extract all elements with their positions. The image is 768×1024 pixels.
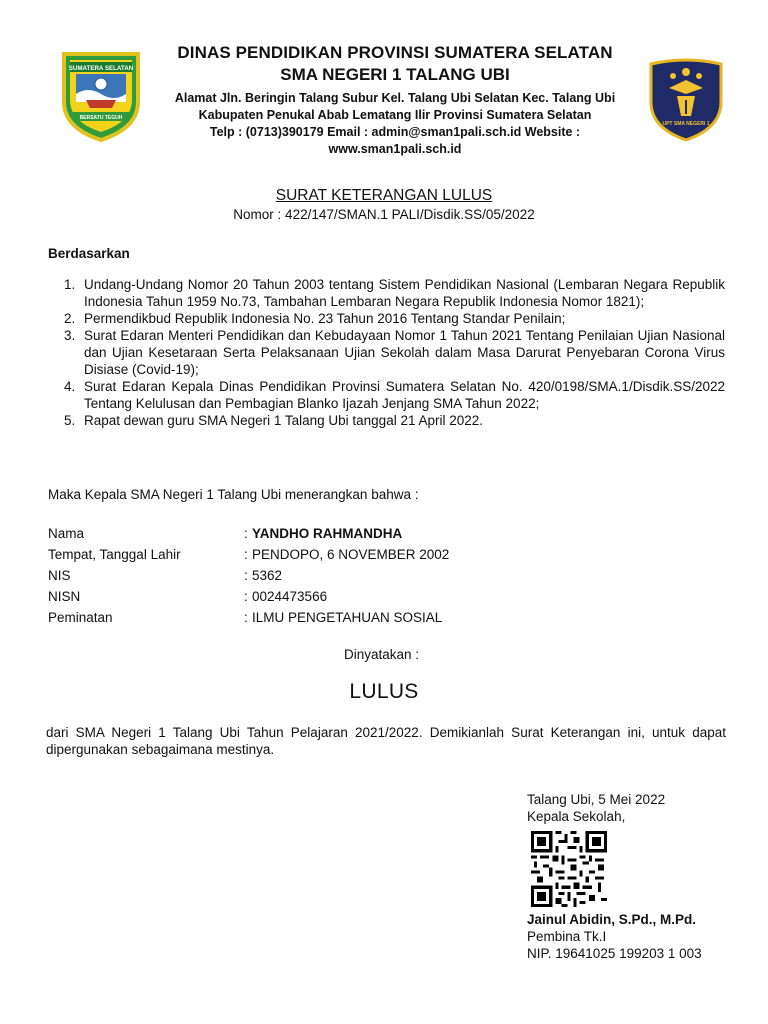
identity-row-nis bbox=[48, 565, 449, 586]
list-text: Surat Edaran Kepala Dinas Pendidikan Provinsi Sumatera Selatan No. 420/0198/SMA.1/Disdik.SS/2022 Tentang Kelulusan dan Pembagian Blanko Ijazah Jenjang SMA Tahun 2022; bbox=[84, 379, 725, 411]
student-identity bbox=[48, 523, 449, 628]
declared-label: Dinyatakan : bbox=[344, 647, 420, 662]
school-name: SMA NEGERI 1 TALANG UBI bbox=[280, 65, 510, 84]
birth-value: PENDOPO, 6 NOVEMBER 2002 bbox=[252, 547, 450, 562]
colon: : bbox=[244, 547, 248, 562]
crest-text: UPT SMA NEGERI 1 bbox=[662, 121, 710, 127]
result-text: LULUS bbox=[349, 680, 419, 703]
identity-row-birth bbox=[48, 544, 449, 565]
basis-heading: Berdasarkan bbox=[48, 246, 130, 261]
sumatera-selatan-emblem-icon bbox=[58, 50, 144, 142]
basis-list bbox=[64, 276, 725, 429]
address-line-1: Alamat Jln. Beringin Talang Subur Kel. Talang Ubi Selatan Kec. Talang Ubi bbox=[174, 91, 616, 105]
name-label: Nama bbox=[48, 526, 85, 541]
list-number: 2. bbox=[64, 311, 76, 326]
address-block bbox=[150, 90, 640, 158]
list-item bbox=[64, 310, 725, 327]
address-line-2: Kabupaten Penukal Abab Lematang Ilir Provinsi Sumatera Selatan bbox=[198, 108, 592, 122]
colon: : bbox=[244, 589, 248, 604]
list-text: Rapat dewan guru SMA Negeri 1 Talang Ubi tanggal 21 April 2022. bbox=[84, 413, 484, 428]
colon: : bbox=[244, 526, 248, 541]
list-item bbox=[64, 276, 725, 310]
nis-value: 5362 bbox=[252, 568, 283, 583]
list-item bbox=[64, 378, 725, 412]
list-number: 3. bbox=[64, 328, 76, 343]
emblem-title-text: SUMATERA SELATAN bbox=[68, 65, 134, 72]
title-block bbox=[0, 186, 768, 224]
major-label: Peminatan bbox=[48, 610, 113, 625]
list-number: 1. bbox=[64, 277, 76, 292]
list-number: 5. bbox=[64, 413, 76, 428]
list-text: Surat Edaran Menteri Pendidikan dan Kebudayaan Nomor 1 Tahun 2021 Tentang Penilaian Ujian Nasional dan Ujian Kesetaraan Serta Pelaksanaan Ujian Sekolah dalam Masa Darurat Penyebaran Corona Virus Disiase (Covid-19); bbox=[84, 328, 725, 377]
list-item bbox=[64, 327, 725, 378]
nisn-label: NISN bbox=[48, 589, 81, 604]
colon: : bbox=[244, 568, 248, 583]
list-number: 4. bbox=[64, 379, 76, 394]
signer-name: Jainul Abidin, S.Pd., M.Pd. bbox=[527, 912, 697, 927]
colon: : bbox=[244, 610, 248, 625]
nisn-value: 0024473566 bbox=[252, 589, 328, 604]
letterhead bbox=[150, 42, 640, 158]
school-crest-icon bbox=[647, 58, 725, 142]
birth-label: Tempat, Tanggal Lahir bbox=[48, 547, 181, 562]
identity-row-major bbox=[48, 607, 449, 628]
list-text: Undang-Undang Nomor 20 Tahun 2003 tentang Sistem Pendidikan Nasional (Lembaran Negara Republik Indonesia Tahun 1959 No.73, Tambahan Lembaran Negara Republik Indonesia Nomor 1821); bbox=[84, 277, 725, 309]
contact-line: Telp : (0713)390179 Email : admin@sman1pali.sch.id Website : bbox=[209, 125, 581, 139]
closing-paragraph: dari SMA Negeri 1 Talang Ubi Tahun Pelajaran 2021/2022. Demikianlah Surat Keterangan ini, untuk dapat dipergunakan sebagaimana mestinya. bbox=[46, 725, 726, 757]
list-text: Permendikbud Republik Indonesia No. 23 Tahun 2016 Tentang Standar Penilain; bbox=[84, 311, 566, 326]
major-value: ILMU PENGETAHUAN SOSIAL bbox=[252, 610, 443, 625]
identity-row-name bbox=[48, 523, 449, 544]
identity-row-nisn bbox=[48, 586, 449, 607]
place-date: Talang Ubi, 5 Mei 2022 bbox=[527, 792, 666, 807]
signer-position: Kepala Sekolah, bbox=[527, 809, 626, 824]
signer-nip: NIP. 19641025 199203 1 003 bbox=[527, 946, 702, 961]
agency-name: DINAS PENDIDIKAN PROVINSI SUMATERA SELATAN bbox=[177, 43, 613, 62]
list-item bbox=[64, 412, 725, 429]
signer-rank: Pembina Tk.I bbox=[527, 929, 607, 944]
nis-label: NIS bbox=[48, 568, 71, 583]
student-name: YANDHO RAHMANDHA bbox=[252, 526, 403, 541]
statement-intro: Maka Kepala SMA Negeri 1 Talang Ubi menerangkan bahwa : bbox=[48, 487, 419, 502]
emblem-motto-text: BERSATU TEGUH bbox=[79, 115, 123, 121]
document-title: SURAT KETERANGAN LULUS bbox=[275, 187, 493, 204]
signature-block bbox=[527, 791, 665, 825]
website-line: www.sman1pali.sch.id bbox=[328, 142, 462, 156]
qr-code-icon[interactable] bbox=[531, 831, 607, 907]
document-number: Nomor : 422/147/SMAN.1 PALI/Disdik.SS/05/2022 bbox=[233, 207, 535, 222]
